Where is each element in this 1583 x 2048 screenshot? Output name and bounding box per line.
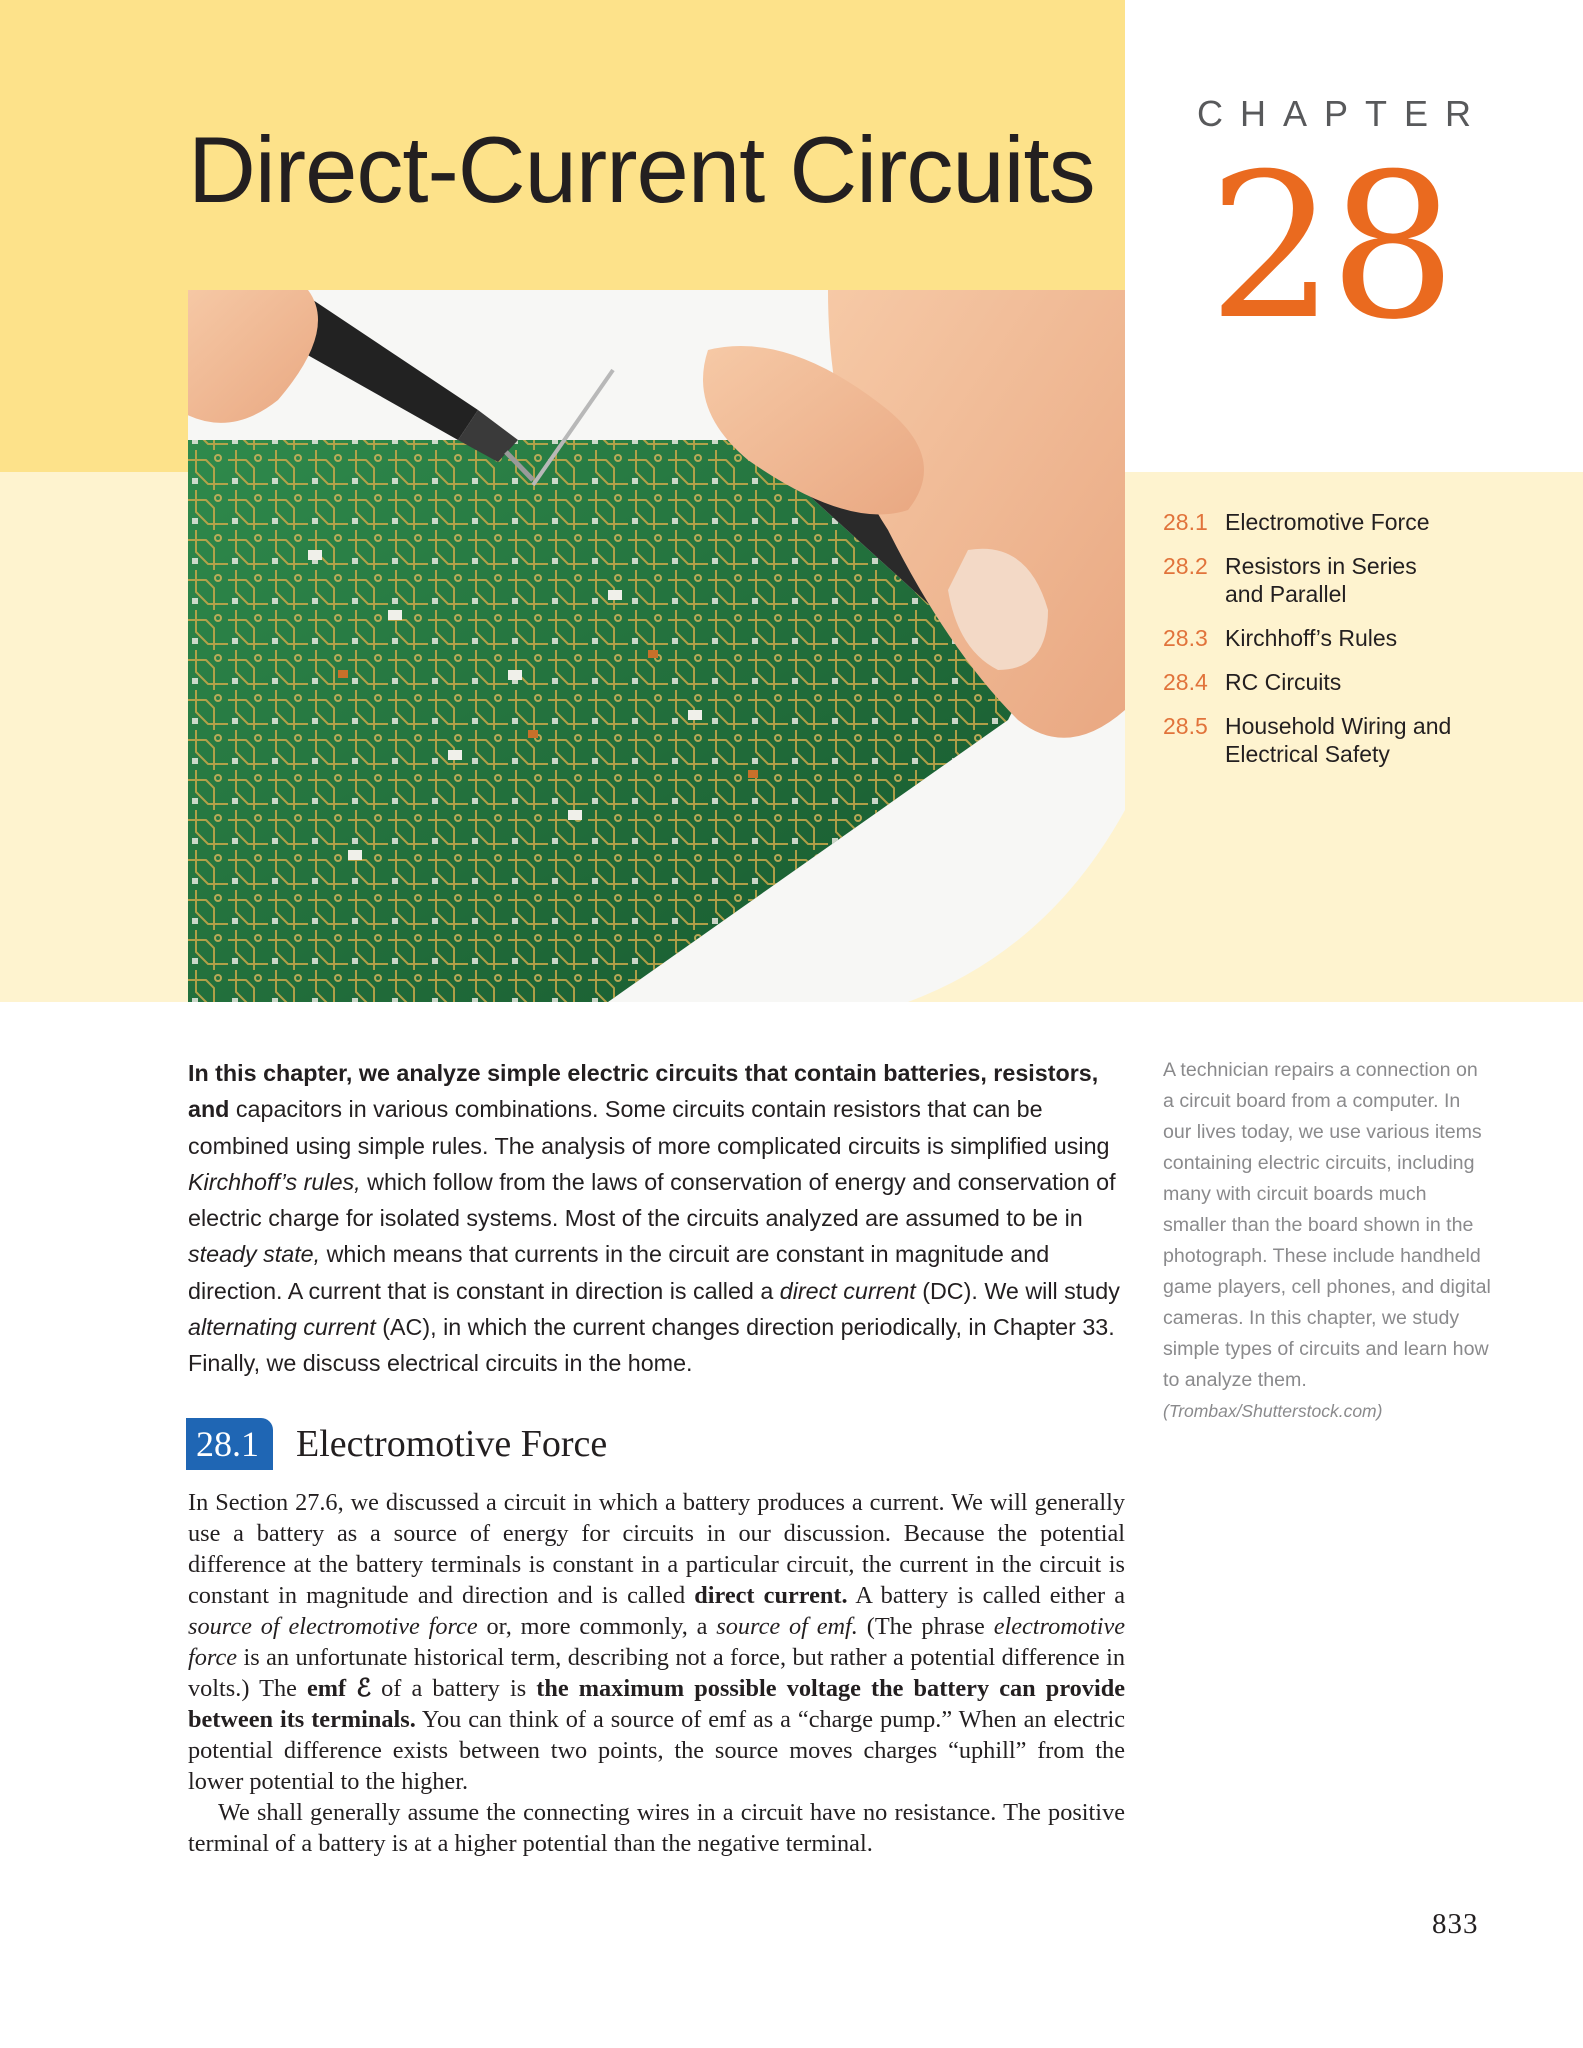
body-text: You can think of a source of emf as a “charge pump.” When an electric potential difference exists between two points, the source moves charges “uphill” from the lower potential to the higher. xyxy=(188,1706,1125,1795)
toc-number: 28.1 xyxy=(1163,509,1208,535)
section-body xyxy=(188,1487,1125,1859)
chapter-label: CHAPTER xyxy=(1197,93,1489,134)
photo-credit: (Trombax/Shutterstock.com) xyxy=(1163,1401,1383,1421)
key-definition: the maximum possible voltage the battery can provide between its terminals. xyxy=(188,1675,1126,1733)
body-paragraph: We shall generally assume the connecting wires in a circuit have no resistance. The positive terminal of a battery is at a higher potential than the negative terminal. xyxy=(188,1799,1125,1857)
intro-text: capacitors in various combinations. Some circuits contain resistors that can be combined using simple rules. The analysis of more complicated circuits is simplified using xyxy=(188,1096,1110,1159)
body-term: source of emf. xyxy=(716,1613,858,1640)
toc-label: RC Circuits xyxy=(1225,669,1342,695)
section-number-badge: 28.1 xyxy=(186,1418,273,1470)
section-title: Electromotive Force xyxy=(296,1423,608,1465)
intro-text: which means that currents in the circuit are constant in magnitude and direction. A current that is constant in direction is called a xyxy=(188,1241,1050,1304)
intro-term: Kirchhoff’s rules, xyxy=(188,1168,361,1195)
toc-item[interactable] xyxy=(1163,508,1563,536)
photo-caption xyxy=(1163,1055,1493,1427)
intro-text: (AC), in which the current changes direction periodically, in Chapter 33. Finally, we discuss electrical circuits in the home. xyxy=(188,1314,1115,1377)
toc-label: Resistors in Series and Parallel xyxy=(1225,553,1417,607)
body-paragraph xyxy=(188,1487,1125,1797)
side-band-left xyxy=(0,472,188,1002)
intro-term: steady state, xyxy=(188,1241,321,1268)
chapter-intro xyxy=(188,1055,1124,1382)
intro-term: direct current xyxy=(779,1277,916,1304)
circuit-board-illustration xyxy=(188,290,1125,1002)
key-term: direct current. xyxy=(694,1582,848,1609)
body-text: In Section 27.6, we discussed a circuit in which a battery produces a current. We will generally use a battery as a source of energy for circuits in our discussion. Because the potential difference at the battery terminals is constant in a particular circuit, the current in the circuit is constant in magnitude and direction and is called xyxy=(188,1489,1125,1609)
body-term: source of electromotive force xyxy=(188,1613,478,1640)
circuit-board-photo xyxy=(188,290,1125,1002)
body-text: or, more commonly, a xyxy=(477,1613,717,1640)
toc-number: 28.4 xyxy=(1163,669,1208,695)
intro-lead: In this chapter, we analyze simple electric circuits that contain batteries, resistors, and xyxy=(188,1060,1099,1123)
body-term: electromotive force xyxy=(188,1613,1126,1671)
toc-item[interactable] xyxy=(1163,712,1563,768)
body-text: (The phrase xyxy=(857,1613,994,1640)
chapter-title: Direct-Current Circuits xyxy=(188,117,1095,222)
body-text: is an unfortunate historical term, describing not a force, but rather a potential difference in volts.) The xyxy=(188,1644,1125,1702)
body-text: A battery is called either a xyxy=(847,1582,1125,1609)
page-number: 833 xyxy=(1432,1908,1479,1940)
body-text: of a battery is xyxy=(370,1675,537,1702)
intro-term: alternating current xyxy=(188,1314,376,1341)
toc-number: 28.5 xyxy=(1163,713,1208,739)
toc-number: 28.3 xyxy=(1163,625,1208,651)
toc-label: Kirchhoff’s Rules xyxy=(1225,625,1398,651)
intro-text: (DC). We will study xyxy=(915,1277,1120,1304)
toc-label: Household Wiring and Electrical Safety xyxy=(1225,713,1452,767)
chapter-number: 28 xyxy=(1208,131,1451,364)
toc-item[interactable] xyxy=(1163,624,1563,652)
key-term: emf ℰ xyxy=(307,1675,371,1702)
toc-item[interactable] xyxy=(1163,552,1563,608)
toc-item[interactable] xyxy=(1163,668,1563,696)
chapter-contents xyxy=(1163,508,1563,784)
caption-text: A technician repairs a connection on a circuit board from a computer. In our lives today, we use various items containing electric circuits, including many with circuit boards much smaller than the board shown in the photograph. These include handheld game players, cell phones, and digital cameras. In this chapter, we study simple types of circuits and learn how to analyze them. xyxy=(1163,1059,1491,1391)
toc-label: Electromotive Force xyxy=(1225,509,1430,535)
toc-number: 28.2 xyxy=(1163,553,1208,579)
intro-text: which follow from the laws of conservation of energy and conservation of electric charge for isolated systems. Most of the circuits analyzed are assumed to be in xyxy=(188,1168,1116,1232)
